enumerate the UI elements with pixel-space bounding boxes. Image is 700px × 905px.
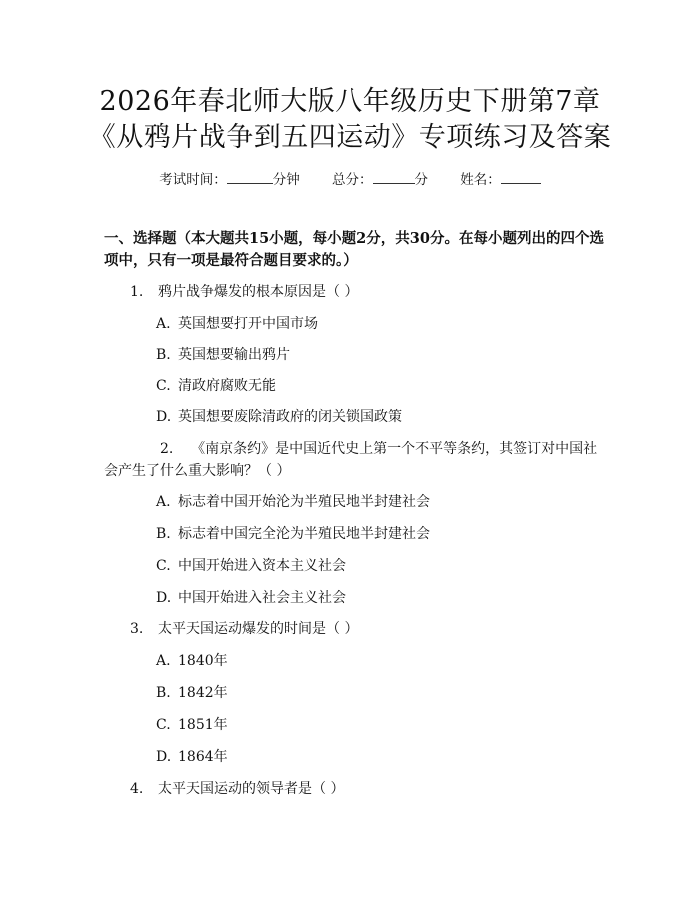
question-4 xyxy=(130,778,344,800)
question-text: 太平天国运动的领导者是（ ） xyxy=(158,781,345,797)
question-number: 4. xyxy=(130,781,144,797)
option-letter: D. xyxy=(156,409,172,425)
exam-meta-row xyxy=(0,168,700,188)
question-3-option-a[interactable] xyxy=(156,650,228,672)
option-text: 1840年 xyxy=(178,653,228,669)
option-text: 1842年 xyxy=(178,685,228,701)
option-text: 英国想要打开中国市场 xyxy=(178,316,318,332)
option-text: 中国开始进入社会主义社会 xyxy=(178,590,346,606)
total-score-label: 总分： xyxy=(332,172,373,188)
option-letter: A. xyxy=(156,316,171,332)
question-text: 太平天国运动爆发的时间是（ ） xyxy=(158,621,359,637)
page-title-line-2: 《从鸦片战争到五四运动》专项练习及答案 xyxy=(88,122,612,153)
option-text: 1864年 xyxy=(178,749,228,765)
option-letter: B. xyxy=(156,685,171,701)
option-text: 中国开始进入资本主义社会 xyxy=(178,558,346,574)
question-2-option-b[interactable] xyxy=(156,523,430,545)
question-number: 2. xyxy=(160,441,174,457)
question-1-option-d[interactable] xyxy=(156,406,402,428)
question-number: 3. xyxy=(130,621,144,637)
name-blank[interactable] xyxy=(501,171,541,184)
question-2-option-c[interactable] xyxy=(156,555,346,577)
name-field xyxy=(460,172,541,188)
option-text: 1851年 xyxy=(178,717,228,733)
exam-time-label: 考试时间： xyxy=(159,172,227,188)
question-1-option-c[interactable] xyxy=(156,375,276,397)
question-number: 1. xyxy=(130,284,144,300)
question-1-option-b[interactable] xyxy=(156,344,290,366)
question-3-option-c[interactable] xyxy=(156,714,228,736)
question-text: 鸦片战争爆发的根本原因是（ ） xyxy=(158,284,359,300)
option-text: 清政府腐败无能 xyxy=(178,378,276,394)
option-letter: D. xyxy=(156,749,172,765)
total-score-blank[interactable] xyxy=(373,171,415,184)
question-1-option-a[interactable] xyxy=(156,313,318,335)
option-letter: D. xyxy=(156,590,172,606)
exam-time-field xyxy=(159,172,304,188)
option-letter: C. xyxy=(156,558,171,574)
name-label: 姓名： xyxy=(460,172,501,188)
question-3-option-b[interactable] xyxy=(156,682,228,704)
option-text: 英国想要废除清政府的闭关锁国政策 xyxy=(178,409,402,425)
question-2 xyxy=(104,438,604,482)
option-letter: B. xyxy=(156,526,171,542)
option-text: 标志着中国完全沦为半殖民地半封建社会 xyxy=(178,526,430,542)
total-score-field xyxy=(332,172,432,188)
question-text: 《南京条约》是中国近代史上第一个不平等条约，其签订对中国社会产生了什么重大影响？（ ） xyxy=(104,441,598,479)
question-1 xyxy=(130,281,358,303)
option-letter: B. xyxy=(156,347,171,363)
question-3-option-d[interactable] xyxy=(156,746,228,768)
exam-time-blank[interactable] xyxy=(227,171,273,184)
question-2-option-d[interactable] xyxy=(156,587,346,609)
option-letter: C. xyxy=(156,717,171,733)
page-title-line-1: 2026年春北师大版八年级历史下册第7章 xyxy=(99,86,601,117)
option-text: 英国想要输出鸦片 xyxy=(178,347,290,363)
question-2-option-a[interactable] xyxy=(156,491,430,513)
option-letter: A. xyxy=(156,653,171,669)
exam-time-unit: 分钟 xyxy=(272,172,300,188)
option-letter: C. xyxy=(156,378,171,394)
section-heading-multiple-choice: 一、选择题（本大题共15小题，每小题2分，共30分。在每小题列出的四个选项中，只有一项是最符合题目要求的。） xyxy=(104,230,604,269)
option-letter: A. xyxy=(156,494,171,510)
question-3 xyxy=(130,618,358,640)
option-text: 标志着中国开始沦为半殖民地半封建社会 xyxy=(178,494,430,510)
total-score-unit: 分 xyxy=(414,172,428,188)
